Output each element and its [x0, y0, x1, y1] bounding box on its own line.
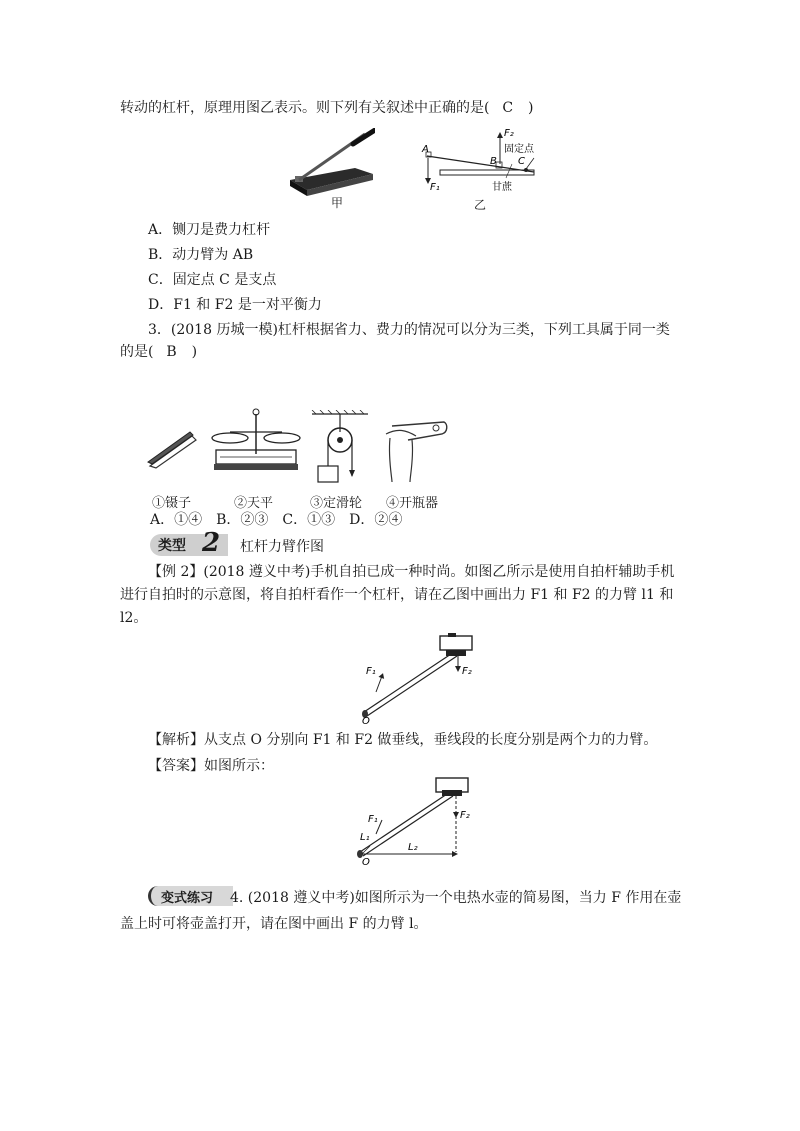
example2-label-O: O: [362, 716, 370, 724]
q2-option-d: D．F1 和 F2 是一对平衡力: [148, 297, 322, 313]
q3-options: A．①④ B．②③ C．①③ D．②④: [150, 512, 403, 528]
answer-label-O: O: [362, 857, 370, 866]
practice-badge-label: 变式练习: [161, 891, 214, 906]
q2-stem: [120, 98, 533, 118]
practice-line2: 盖上时可将壶盖打开，请在图中画出 F 的力臂 l。: [120, 916, 428, 932]
tool-label-tweezers: ①镊子: [152, 496, 192, 511]
answer-label-F1: F₁: [368, 814, 378, 825]
q3-stem-line2: [120, 342, 197, 362]
example2-line1: 【例 2】(2018 遵义中考)手机自拍已成一种时尚。如图乙所示是使用自拍杆辅助手机: [148, 564, 675, 580]
guillotine-figure: [285, 128, 375, 200]
type-title: 杠杆力臂作图: [240, 539, 324, 555]
example2-label-F2: F₂: [462, 666, 472, 677]
example2-line3: l2。: [120, 610, 148, 626]
balance-image: [210, 404, 302, 476]
answer-figure: [352, 776, 482, 866]
q3-stem-line1: 3．(2018 历城一模)杠杆根据省力、费力的情况可以分为三类，下列工具属于同一类: [148, 322, 670, 338]
type-badge-number: 2: [202, 528, 221, 558]
label-cane: 甘蔗: [492, 182, 512, 193]
q2-answer: C: [502, 100, 516, 116]
answer-label-L2: L₂: [408, 842, 418, 853]
label-C: C: [518, 156, 525, 167]
tool-label-pulley: ③定滑轮: [310, 496, 363, 511]
label-F1: F₁: [430, 182, 440, 193]
bottle-opener-image: [378, 418, 450, 484]
label-A: A: [422, 144, 429, 155]
label-B: B: [490, 156, 497, 167]
type-badge-label: 类型: [158, 538, 186, 554]
q2-option-a: A．铡刀是费力杠杆: [148, 222, 271, 238]
fig-jia-caption: 甲: [331, 196, 344, 210]
q2-option-c: C．固定点 C 是支点: [148, 272, 277, 288]
answer-label-F2: F₂: [460, 810, 470, 821]
q3-stem-text: 的是(: [120, 344, 154, 360]
fixed-pulley-image: [310, 410, 370, 486]
example2-analysis: 【解析】从支点 O 分别向 F1 和 F2 做垂线，垂线段的长度分别是两个力的力臂。: [148, 732, 658, 748]
practice-badge: [148, 886, 233, 906]
example2-label-F1: F₁: [366, 666, 376, 677]
type-badge: [150, 528, 228, 558]
tweezers-image: [146, 430, 198, 470]
example2-answer: 【答案】如图所示：: [148, 758, 274, 774]
selfie-stick-figure: [358, 630, 488, 724]
q2-option-b: B．动力臂为 AB: [148, 247, 254, 263]
fig-yi-caption: 乙: [474, 198, 487, 212]
tool-label-balance: ②天平: [234, 496, 274, 511]
q3-answer: B: [166, 344, 179, 360]
label-fixed-point: 固定点: [504, 144, 534, 155]
example2-line2: 进行自拍时的示意图，将自拍杆看作一个杠杆，请在乙图中画出力 F1 和 F2 的力臂 l1 和: [120, 587, 674, 603]
lever-diagram: [412, 124, 552, 198]
tool-label-opener: ④开瓶器: [386, 496, 439, 511]
q2-close-paren: ): [528, 100, 534, 116]
q2-stem-text: 转动的杠杆，原理用图乙表示。则下列有关叙述中正确的是(: [120, 100, 490, 116]
practice-line1: 4. (2018 遵义中考)如图所示为一个电热水壶的简易图，当力 F 作用在壶: [230, 890, 682, 906]
answer-label-L1: L₁: [360, 832, 370, 843]
label-F2: F₂: [504, 128, 514, 139]
q3-close-paren: ): [191, 344, 198, 360]
